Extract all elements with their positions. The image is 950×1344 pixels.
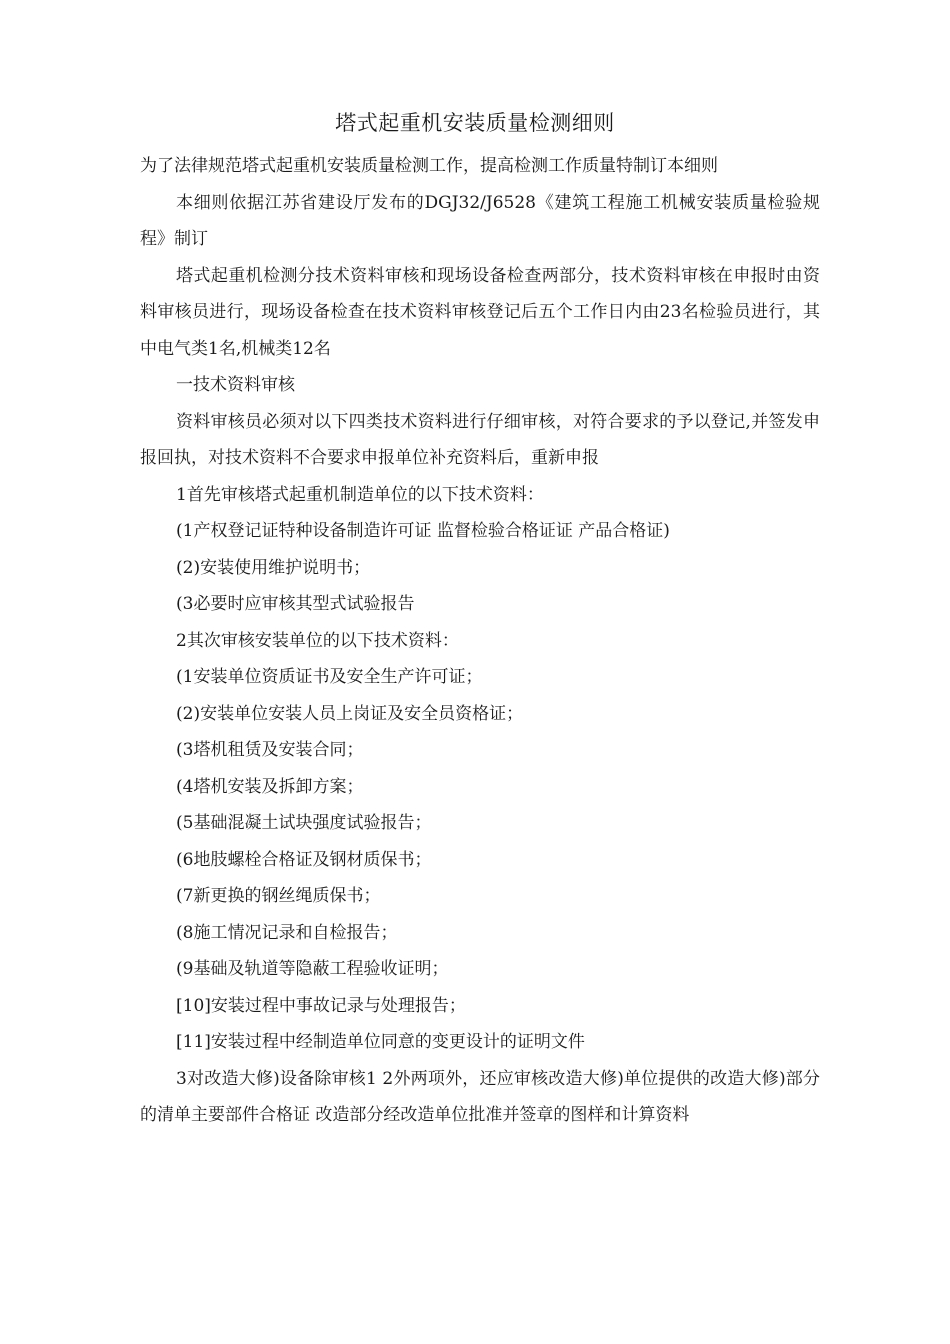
paragraph: (9基础及轨道等隐蔽工程验收证明； — [176, 959, 449, 979]
paragraph: (1安装单位资质证书及安全生产许可证； — [176, 667, 483, 687]
paragraph: (4塔机安装及拆卸方案； — [176, 776, 364, 797]
paragraph: (1产权登记证特种设备制造许可证 监督检验合格证证 产品合格证) — [176, 521, 670, 541]
paragraph: 塔式起重机检测分技术资料审核和现场设备检查两部分，技术资料审核在申报时由资料审核员进行，现场设备检查在技术资料审核登记后五个工作日内由23名检验员进行，其中电气类1名,机械类12名 — [140, 265, 820, 359]
paragraph: (7新更换的钢丝绳质保书； — [176, 886, 381, 906]
paragraph: (2)安装使用维护说明书； — [176, 557, 371, 578]
paragraph: 2其次审核安装单位的以下技术资料： — [176, 630, 459, 651]
paragraph: 本细则依据江苏省建设厅发布的DGJ32/J6528《建筑工程施工机械安装质量检验规程》制订 — [140, 192, 820, 249]
paragraph: (6地肢螺栓合格证及钢材质保书； — [176, 849, 432, 870]
paragraph: (3必要时应审核其型式试验报告 — [176, 594, 415, 614]
paragraph: 一技术资料审核 — [176, 375, 295, 395]
paragraph: (2)安装单位安装人员上岗证及安全员资格证； — [176, 703, 524, 724]
paragraph: [11]安装过程中经制造单位同意的变更设计的证明文件 — [176, 1032, 585, 1052]
paragraph: 1首先审核塔式起重机制造单位的以下技术资料： — [176, 484, 544, 505]
paragraph: [10]安装过程中事故记录与处理报告； — [176, 995, 466, 1016]
document-title: 塔式起重机安装质量检测细则 — [335, 111, 615, 135]
paragraph: (5基础混凝土试块强度试验报告； — [176, 813, 432, 833]
document-body — [140, 148, 820, 1134]
paragraph: 资料审核员必须对以下四类技术资料进行仔细审核，对符合要求的予以登记,并签发申报回执，对技术资料不合要求申报单位补充资料后，重新申报 — [140, 411, 820, 468]
paragraph: (3塔机租赁及安装合同； — [176, 740, 364, 760]
paragraph: 3对改造大修)设备除审核1 2外两项外，还应审核改造大修)单位提供的改造大修)部分的清单主要部件合格证 改造部分经改造单位批准并签章的图样和计算资料 — [140, 1068, 820, 1125]
paragraph: 为了法律规范塔式起重机安装质量检测工作，提高检测工作质量特制订本细则 — [140, 156, 718, 176]
paragraph: (8施工情况记录和自检报告； — [176, 922, 398, 943]
